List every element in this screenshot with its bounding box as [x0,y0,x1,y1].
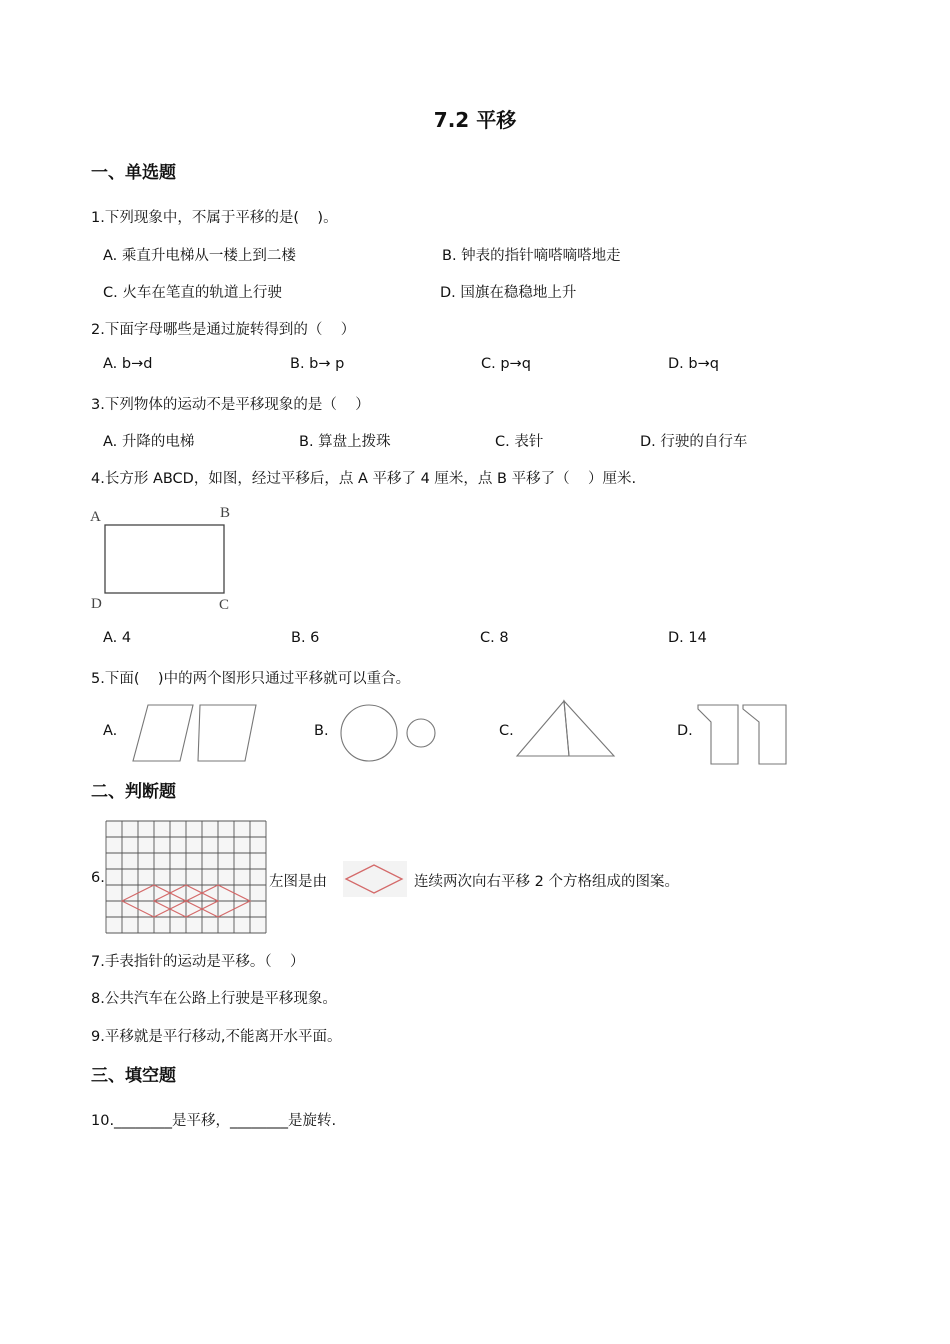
rectangle-abcd [105,525,224,593]
two-circles-figure [338,701,448,765]
question-3-text: 3.下列物体的运动不是平移现象的是（ ） [91,397,370,413]
parallelogram-shape [198,705,256,761]
question-5-text: 5.下面( )中的两个图形只通过平移就可以重合。 [91,671,411,687]
question-4-option-c[interactable]: C. 8 [480,630,509,646]
question-5-option-a[interactable]: A. [103,723,118,739]
question-1-option-a[interactable]: A. 乘直升电梯从一楼上到二楼 [103,248,296,264]
two-parallelograms-figure [130,702,260,766]
question-2-option-a[interactable]: A. b→d [103,356,153,372]
page-title: 7.2 平移 [433,108,517,132]
vertex-label-b: B [220,505,231,521]
question-7-text: 7.手表指针的运动是平移。（ ） [91,954,305,970]
question-4-option-d[interactable]: D. 14 [668,630,707,646]
rhombus-unit-figure [343,861,407,897]
triangle-shape [564,701,614,756]
question-5-option-b[interactable]: B. [314,723,329,739]
question-6-text-after: 连续两次向右平移 2 个方格组成的图案。 [414,874,679,890]
question-3-option-c[interactable]: C. 表针 [495,434,544,450]
question-2-option-d[interactable]: D. b→q [668,356,719,372]
question-8-text: 8.公共汽车在公路上行驶是平移现象。 [91,991,337,1007]
two-flag-shapes-figure [695,702,795,768]
question-9-text: 9.平移就是平行移动,不能离开水平面。 [91,1029,342,1045]
section-heading: 二、判断题 [91,782,176,802]
question-10-text: 10.________是平移，________是旋转. [91,1113,337,1129]
question-3-option-b[interactable]: B. 算盘上拨珠 [299,434,391,450]
question-3-option-a[interactable]: A. 升降的电梯 [103,434,195,450]
flag-shape [743,705,786,764]
question-3-option-d[interactable]: D. 行驶的自行车 [640,434,748,450]
question-4-option-b[interactable]: B. 6 [291,630,320,646]
grid-pattern-figure [104,818,269,936]
flag-shape [698,705,738,764]
vertex-label-d: D [91,596,102,612]
question-5-option-d[interactable]: D. [677,723,693,739]
section-heading: 三、填空题 [91,1066,176,1086]
question-4-option-a[interactable]: A. 4 [103,630,132,646]
parallelogram-shape [133,705,193,761]
question-6-number: 6. [91,870,105,886]
two-triangles-figure [514,698,624,762]
question-5-option-c[interactable]: C. [499,723,514,739]
question-1-option-c[interactable]: C. 火车在笔直的轨道上行驶 [103,285,282,301]
question-4-text: 4.长方形 ABCD，如图，经过平移后，点 A 平移了 4 厘米，点 B 平移了（ ）厘米. [91,471,637,487]
question-1-option-b[interactable]: B. 钟表的指针嘀嗒嘀嗒地走 [442,248,621,264]
vertex-label-c: C [219,597,230,613]
section-heading: 一、单选题 [91,163,176,183]
question-2-option-b[interactable]: B. b→ p [290,356,345,372]
rectangle-abcd-figure [88,502,248,612]
question-2-text: 2.下面字母哪些是通过旋转得到的（ ） [91,322,356,338]
small-circle-shape [407,719,435,747]
question-1-option-d[interactable]: D. 国旗在稳稳地上升 [440,285,577,301]
question-1-text: 1.下列现象中，不属于平移的是( )。 [91,210,338,226]
vertex-label-a: A [90,509,101,525]
question-6-text-before: 左图是由 [269,874,327,890]
large-circle-shape [341,705,397,761]
triangle-shape [517,701,569,756]
question-2-option-c[interactable]: C. p→q [481,356,531,372]
